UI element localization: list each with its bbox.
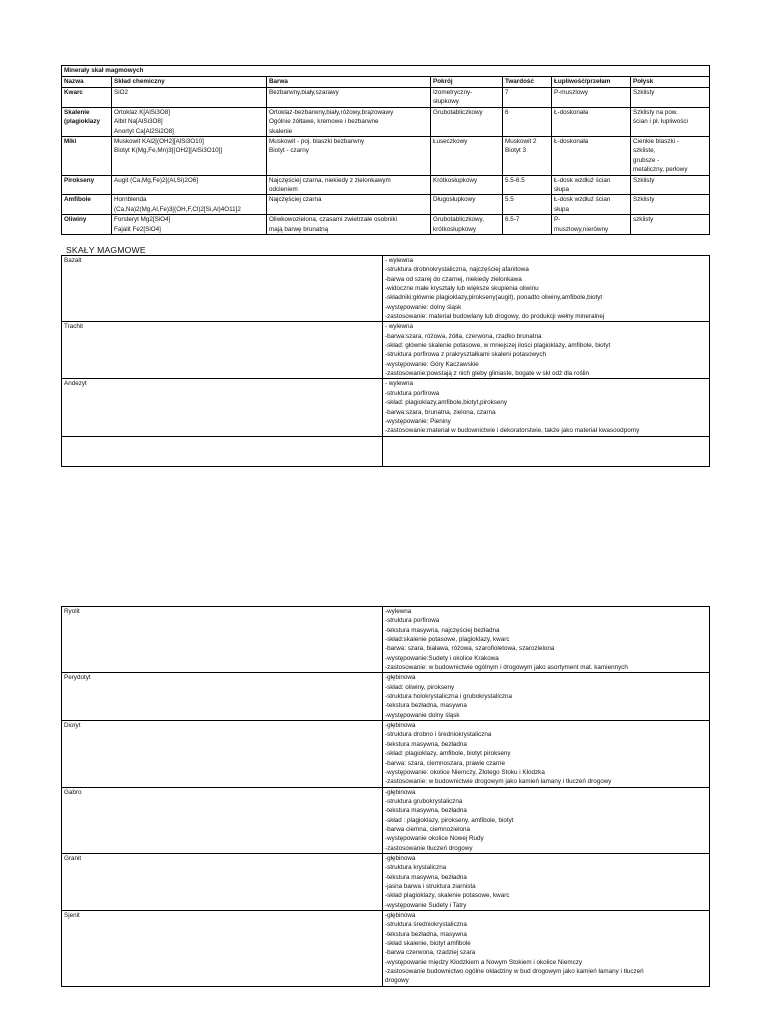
description-line: -występowanie Sudety i Tatry xyxy=(385,901,467,909)
table-cell-cleavage xyxy=(552,137,631,176)
cell-line: Oliwkowozielona, czasami zwietrzałe osobniki xyxy=(269,216,398,224)
description-line: -barwa:szara, brunatna, zielona, czarna xyxy=(385,408,496,416)
rock-row xyxy=(62,256,710,322)
table-cell-name xyxy=(62,107,112,136)
cell-line: ścian i pł. łupliwości xyxy=(633,118,688,126)
table-row xyxy=(62,88,710,108)
table-cell-hardness xyxy=(503,195,552,215)
section-title: SKAŁY MAGMOWE xyxy=(66,245,146,255)
table-row xyxy=(62,215,710,235)
description-line: -skład: oliwiny, pirokseny xyxy=(385,683,455,691)
description-line: -występowanie: okolice Niemczy, Złotego Stoku i Kłodzka xyxy=(385,768,545,776)
empty-cell xyxy=(383,436,710,466)
rock-description xyxy=(383,607,710,673)
description-line: - wylewna xyxy=(385,257,413,264)
description-line: -występowanie między Kłodzkiem a Nowym Stokiem i okolice Niemczy xyxy=(385,958,583,966)
table-cell-color xyxy=(267,215,431,235)
description-line: -struktura krystaliczna xyxy=(385,864,447,872)
description-line: -struktura średniokrystaliczna xyxy=(385,921,467,929)
cell-line: Oliwiny xyxy=(64,216,87,224)
table-cell-cleavage xyxy=(552,215,631,235)
table-cell-color xyxy=(267,137,431,176)
cell-line: odcieniem xyxy=(269,186,298,194)
description-line: -skład:skalenie potasowe, plagioklazy, kwarc xyxy=(385,636,510,644)
cell-line: P- xyxy=(554,216,561,224)
description-line: -struktura grubokrystaliczna xyxy=(385,797,463,805)
cell-line: Szklisty xyxy=(633,89,655,96)
cell-line: 5.5 xyxy=(505,196,514,204)
description-line: -występowanie: Góry Kaczawskie xyxy=(385,360,479,368)
empty-row xyxy=(62,436,710,466)
description-line: -głębinowa xyxy=(385,674,416,682)
cell-line: (plagioklazy xyxy=(64,118,101,126)
description-line: -głębinowa xyxy=(385,912,416,919)
description-line: -zastosowanie:powstają z nich gleby gliniaste, bogate w skł odż dla roślin xyxy=(385,370,590,378)
rock-row xyxy=(62,911,710,987)
table-row xyxy=(62,175,710,195)
description-line: -zastosowanie budownictwo ogólne okładziny w bud drogowym jako kamień łamany i tłuczeń xyxy=(385,968,644,976)
description-line: -skład: plagioklazy,amfibole,biotyt,pirokseny xyxy=(385,399,508,407)
table-cell-color xyxy=(267,175,431,195)
description-line: - wylewna xyxy=(385,323,413,331)
cell-line: Anortyt Ca[Al2Si2O8] xyxy=(114,127,174,135)
description-line: -tekstura bezładna, masywna xyxy=(385,930,467,938)
table-cell-luster xyxy=(631,137,710,176)
cell-line: Szklisty xyxy=(633,176,655,184)
rock-name: Andezyt xyxy=(62,379,383,436)
column-header: Barwa xyxy=(267,77,431,88)
table-cell-luster xyxy=(631,107,710,136)
rock-name: Ryolit xyxy=(62,607,383,673)
description-line: -skład plagioklazy, skalenie potasowe, kwarc xyxy=(385,892,510,900)
description-line: -struktura porfirowa z prakryształkami skaleni potasowych xyxy=(385,351,546,359)
cell-line: słupa xyxy=(554,186,570,194)
description-line: -składniki:głównie plagioklazy,pirokseny(augit), ponadto oliwiny,amfibole,biotyt xyxy=(385,294,603,302)
rock-row xyxy=(62,787,710,853)
description-line: -głębinowa xyxy=(385,722,416,730)
table-cell-cleavage xyxy=(552,195,631,215)
rock-description xyxy=(383,721,710,787)
table-cell-color xyxy=(267,195,431,215)
rock-description xyxy=(383,787,710,853)
rock-row xyxy=(62,673,710,721)
rock-name: Trachit xyxy=(62,322,383,379)
description-line: -tekstura masywna, najczęściej bezładna xyxy=(385,626,500,634)
description-line: -głębinowa xyxy=(385,854,416,862)
cell-line: Miki xyxy=(64,138,77,146)
column-header: Pokrój xyxy=(431,77,503,88)
cell-line: Najczęściej czarna, niekiedy z zielonkawym xyxy=(269,176,391,184)
table-cell-name xyxy=(62,195,112,215)
table-cell-habit xyxy=(431,88,503,108)
table-cell-chem xyxy=(112,175,267,195)
description-line: -występowanie: Pieniny xyxy=(385,417,451,425)
description-line: -struktura drobnokrystaliczna, najczęściej afanitowa xyxy=(385,266,529,274)
table-cell-hardness xyxy=(503,88,552,108)
table-cell-name xyxy=(62,175,112,195)
cell-line: Ł-dosk wzdłuż ścian xyxy=(554,196,611,204)
table-cell-color xyxy=(267,107,431,136)
description-line: -skład : plagioklazy, pirokseny, amfibole, biotyt xyxy=(385,816,514,824)
table-row xyxy=(62,107,710,136)
table-cell-color xyxy=(267,88,431,108)
rock-row xyxy=(62,379,710,436)
description-line: -zastosowanie: w budownictwie drogowym jako kamień łamany i tłuczeń drogowy xyxy=(385,778,612,786)
description-line: -barwa: szara, biaława, różowa, szarofioletowa, szarozielona xyxy=(385,645,555,653)
cell-line: Ł-doskonała xyxy=(554,138,589,146)
description-line: -barwa:szara, różowa, żółta, czerwona, rzadko brunatna xyxy=(385,332,542,340)
cell-line: metaliczny, perłowy xyxy=(633,166,688,174)
cell-line: słupa xyxy=(554,205,570,213)
table-row xyxy=(62,137,710,176)
rock-description xyxy=(383,853,710,910)
empty-cell xyxy=(62,436,383,466)
description-line: -występowanie dolny śląsk xyxy=(385,711,460,719)
cell-line: Ortoklaz-bezbarwny,biały,różowy,brązowawy xyxy=(269,108,394,116)
cell-line: Pirokseny xyxy=(64,176,95,184)
table-cell-cleavage xyxy=(552,175,631,195)
description-line: -struktura porfirowa xyxy=(385,389,440,397)
description-line: -struktura drobno i średniokrystaliczna xyxy=(385,731,492,739)
description-line: -skład: plagioklazy, amfibole, biotyt pirokseny xyxy=(385,750,511,758)
cell-line: Cienkie blaszki - xyxy=(633,138,679,146)
table-cell-chem xyxy=(112,215,267,235)
cell-line: P-muszlowy xyxy=(554,89,588,96)
cell-line: Szklisty xyxy=(633,196,655,204)
cell-line: szklisty xyxy=(633,216,654,224)
cell-line: Muskowit - poj. blaszki bezbarwny xyxy=(269,138,365,146)
cell-line: Długosłupkowy xyxy=(433,196,476,204)
cell-line: 6.5-7 xyxy=(505,216,520,224)
description-line: -struktura holokrystaliczna i grubokrystaliczna xyxy=(385,693,513,701)
description-line: -skład: głównie skalenie potasowe, w mniejszej ilości plagioklazy, amfibole, biotyt xyxy=(385,342,611,350)
cell-line: Izometryczny- xyxy=(433,89,473,96)
rock-name: Gabro xyxy=(62,787,383,853)
description-line: -barwa czerwona, rzadziej szara xyxy=(385,949,476,957)
description-line: -tekstura masywna, bezładna xyxy=(385,873,467,881)
rock-description xyxy=(383,322,710,379)
description-line: -tekstura masywna, bezładna xyxy=(385,807,467,815)
cell-line: Augit (Ca,Mg,Fe)2[(Al,Si)2O6] xyxy=(114,176,198,184)
table-cell-hardness xyxy=(503,215,552,235)
rock-description xyxy=(383,911,710,987)
cell-line: Muskowit 2 xyxy=(505,138,537,146)
cell-line: Biotyt 3 xyxy=(505,147,526,155)
table-cell-cleavage xyxy=(552,88,631,108)
description-line: -widoczne małe kryształy lub większe skupienia oliwinu xyxy=(385,285,539,293)
table-cell-chem xyxy=(112,137,267,176)
minerals-table-title: Minerały skał magmowych xyxy=(62,66,710,77)
table-cell-habit xyxy=(431,175,503,195)
cell-line: Ł-dosk wzdłuż ścian xyxy=(554,176,611,184)
table-cell-luster xyxy=(631,88,710,108)
cell-line: szkliste, xyxy=(633,147,656,155)
description-line: -występowanie: dolny śląsk xyxy=(385,303,462,311)
table-cell-chem xyxy=(112,195,267,215)
column-header: Skład chemiczny xyxy=(112,77,267,88)
description-line: -zastosowanie: materiał budowlany lub drogowy, do produkcji wełny mineralnej xyxy=(385,313,605,321)
description-line: -struktura porfirowa xyxy=(385,617,440,625)
description-line: -barwa ciemna, ciemnozielona xyxy=(385,825,471,833)
table-cell-habit xyxy=(431,107,503,136)
rock-row xyxy=(62,322,710,379)
cell-line: Krótkosłupkowy xyxy=(433,176,478,184)
description-line: -głębinowa xyxy=(385,788,416,796)
cell-line: Grubotabliczkowy xyxy=(433,108,483,116)
rocks-table-page-2 xyxy=(61,606,710,987)
cell-line: Skalenie xyxy=(64,108,90,116)
description-line: -barwa od szarej do czarnej, niekiedy zielonkawa xyxy=(385,275,522,283)
cell-line: Ortoklaz K[AlSi3O8] xyxy=(114,108,170,116)
description-line: -tekstura masywna, bezładna xyxy=(385,740,467,748)
table-cell-luster xyxy=(631,175,710,195)
cell-line: Fajalit Fe2[SiO4] xyxy=(114,225,161,233)
table-cell-hardness xyxy=(503,107,552,136)
table-cell-cleavage xyxy=(552,107,631,136)
table-cell-habit xyxy=(431,137,503,176)
cell-line: mają barwę brunatną xyxy=(269,225,329,233)
cell-line: Szklisty na pow. xyxy=(633,108,678,116)
column-header: Nazwa xyxy=(62,77,112,88)
description-line: -zastosowanie: w budownictwie ogólnym i drogowym jako asortyment mat. kamiennych xyxy=(385,664,628,672)
cell-line: Biotyt - czarny xyxy=(269,147,309,155)
description-line: -jasna barwa i struktura ziarnista xyxy=(385,882,476,890)
description-line: -występowanie:Sudety i okolice Krakowa xyxy=(385,654,499,662)
table-cell-luster xyxy=(631,195,710,215)
table-cell-name xyxy=(62,137,112,176)
cell-line: Muskowit KAl2[(OH2][AlSi3O10] xyxy=(114,138,204,146)
cell-line: Kwarc xyxy=(64,89,83,96)
table-cell-name xyxy=(62,215,112,235)
minerals-table xyxy=(61,65,710,235)
rock-row xyxy=(62,607,710,673)
description-line: -wylewna xyxy=(385,608,412,615)
column-header: Połysk xyxy=(631,77,710,88)
rocks-table-page-1 xyxy=(61,255,710,467)
rock-row xyxy=(62,721,710,787)
cell-line: krótkosłupkowy xyxy=(433,225,477,233)
cell-line: Bezbarwny,biały,szarawy xyxy=(269,89,339,96)
description-line: -zastosowanie tłuczeń drogowy xyxy=(385,844,473,852)
cell-line: Forsteryt Mg2[SiO4] xyxy=(114,216,171,224)
rock-row xyxy=(62,853,710,910)
cell-line: Ogólnie żółtawe, kremowe i bezbarwne xyxy=(269,118,379,126)
cell-line: 5.5-6.5 xyxy=(505,176,525,184)
cell-line: Ł-doskonała xyxy=(554,108,589,116)
description-line: -barwa: szara, ciemnoszara, prawie czarne xyxy=(385,759,506,767)
table-cell-hardness xyxy=(503,137,552,176)
rock-description xyxy=(383,673,710,721)
cell-line: 6 xyxy=(505,108,509,116)
cell-line: Biotyt K(Mg,Fe,Mn)3[(OH2][AlSi3O10]] xyxy=(114,147,223,155)
cell-line: skalenie xyxy=(269,127,293,135)
table-cell-habit xyxy=(431,215,503,235)
description-line: -tekstura bezładna, masywna xyxy=(385,702,467,710)
table-cell-name xyxy=(62,88,112,108)
cell-line: 7 xyxy=(505,89,509,96)
rock-name: Perydotyt xyxy=(62,673,383,721)
table-cell-chem xyxy=(112,88,267,108)
table-row xyxy=(62,195,710,215)
description-line: -zastosowanie:materiał w budownictwie i dekoratorstwie, także jako materiał kwasoodporny xyxy=(385,427,640,435)
cell-line: Najczęściej czarna xyxy=(269,196,322,204)
column-header: Twardość xyxy=(503,77,552,88)
rock-name: Bazalt xyxy=(62,256,383,322)
table-cell-luster xyxy=(631,215,710,235)
table-cell-habit xyxy=(431,195,503,215)
cell-line: Grubotabliczkowy, xyxy=(433,216,484,224)
cell-line: grubsze - xyxy=(633,156,660,164)
table-cell-hardness xyxy=(503,175,552,195)
description-line: drogowy xyxy=(385,977,409,985)
description-line: -skład skalenie, biotyt amfibole xyxy=(385,940,471,948)
table-cell-chem xyxy=(112,107,267,136)
cell-line: (Ca,Na)2(Mg,Al,Fe)3[(OH,F,Cl)2[Si,Al)4O11]2 xyxy=(114,205,241,213)
description-line: - wylewna xyxy=(385,380,413,388)
rock-description xyxy=(383,379,710,436)
cell-line: Albit Na[AlSi3O8] xyxy=(114,118,163,126)
cell-line: Amfibole xyxy=(64,196,91,204)
rock-name: Sjenit xyxy=(62,911,383,987)
column-header: Łupliwość/przełam xyxy=(552,77,631,88)
cell-line: SiO2 xyxy=(114,89,128,96)
description-line: -występowanie okolice Nowej Rudy xyxy=(385,835,484,843)
rock-name: Dioryt xyxy=(62,721,383,787)
cell-line: Hornblenda xyxy=(114,196,147,204)
cell-line: słupkowy xyxy=(433,98,459,106)
rock-description xyxy=(383,256,710,322)
cell-line: Łuseczkowy xyxy=(433,138,468,146)
rock-name: Granit xyxy=(62,853,383,910)
cell-line: muszlowy,nierówny xyxy=(554,225,609,233)
